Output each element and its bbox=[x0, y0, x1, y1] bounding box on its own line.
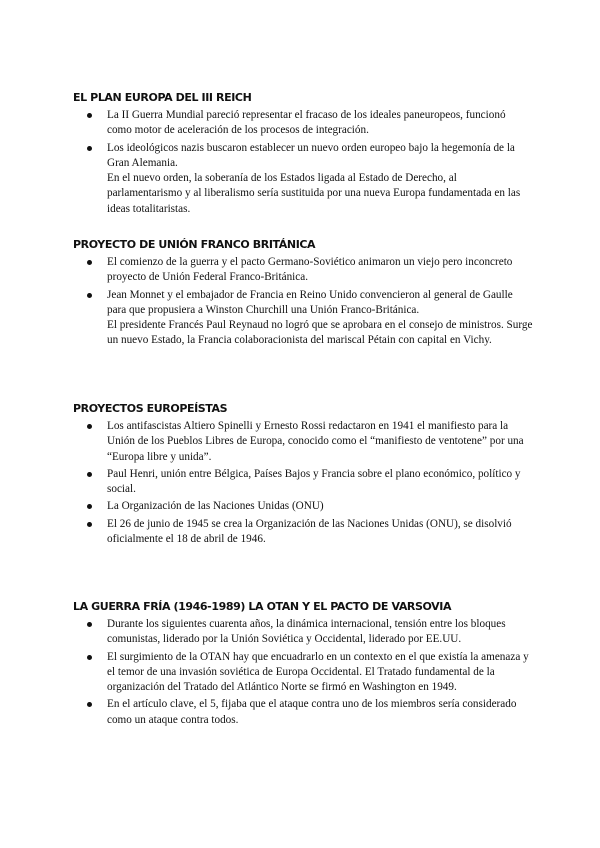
section-heading: LA GUERRA FRÍA (1946-1989) LA OTAN Y EL PACTO DE VARSOVIA bbox=[73, 600, 452, 613]
bullet-icon bbox=[87, 113, 92, 118]
section-plan-europa bbox=[73, 91, 533, 219]
list-item bbox=[73, 617, 533, 648]
section-heading: EL PLAN EUROPA DEL III REICH bbox=[73, 91, 252, 104]
bullet-icon bbox=[87, 293, 92, 298]
section-union-franco-britanica bbox=[73, 238, 533, 351]
section-proyectos-europeistas bbox=[73, 402, 533, 549]
paragraph: Durante los siguientes cuarenta años, la dinámica internacional, tensión entre los bloques comunistas, liderado por la Unión Soviética y Occidental, liderado por EE.UU. bbox=[107, 618, 506, 646]
paragraph: El 26 de junio de 1945 se crea la Organización de las Naciones Unidas (ONU), se disolvió oficialmente el 18 de abril de 1946. bbox=[107, 517, 512, 546]
paragraph: Los antifascistas Altiero Spinelli y Ernesto Rossi redactaron en 1941 el manifiesto para la Unión de los Pueblos Libres de Europa, conocido como el “manifiesto de ventotene” por una “Europa libre y unida”. bbox=[107, 420, 524, 463]
paragraph: Paul Henri, unión entre Bélgica, Países Bajos y Francia sobre el plano económico, político y social. bbox=[107, 467, 521, 496]
bullet-icon bbox=[87, 260, 92, 265]
list-item bbox=[73, 499, 533, 514]
paragraph: En el nuevo orden, la soberanía de los Estados ligada al Estado de Derecho, al parlamentarismo y al liberalismo sería sustituida por una nueva Europa fundamentada en las ideas totalitaristas. bbox=[107, 172, 521, 215]
paragraph: La II Guerra Mundial pareció representar el fracaso de los ideales paneuropeos, funcionó como motor de aceleración de los procesos de integración. bbox=[107, 109, 506, 137]
paragraph: Jean Monnet y el embajador de Francia en Reino Unido convencieron al general de Gaulle para que propusiera a Winston Churchill una Unión Franco-Británica. bbox=[107, 288, 513, 316]
list-item bbox=[73, 288, 533, 349]
bullet-icon bbox=[87, 472, 92, 477]
list-item bbox=[73, 467, 533, 498]
list-item bbox=[73, 419, 533, 465]
list-item bbox=[73, 255, 533, 286]
bullet-list bbox=[73, 255, 533, 349]
bullet-icon bbox=[87, 622, 92, 627]
section-heading: PROYECTO DE UNIÓN FRANCO BRITÁNICA bbox=[73, 238, 316, 251]
list-item bbox=[73, 108, 533, 139]
paragraph: Los ideológicos nazis buscaron establecer un nuevo orden europeo bajo la hegemonía de la Gran Alemania. bbox=[107, 141, 515, 169]
paragraph: El surgimiento de la OTAN hay que encuadrarlo en un contexto en el que existía la amenaza y el temor de una invasión soviética de Europa Occidental. El Tratado fundamental de la organización del Tratado del Atlántico Norte se firmó en Washington en 1949. bbox=[107, 650, 529, 694]
bullet-icon bbox=[87, 424, 92, 429]
list-item bbox=[73, 141, 533, 217]
paragraph: La Organización de las Naciones Unidas (ONU) bbox=[107, 500, 324, 513]
bullet-icon bbox=[87, 146, 92, 151]
list-item bbox=[73, 517, 533, 548]
paragraph: El comienzo de la guerra y el pacto Germano-Soviético animaron un viejo pero inconcreto proyecto de Unión Federal Franco-Británica. bbox=[107, 256, 513, 284]
list-item bbox=[73, 650, 533, 696]
section-heading: PROYECTOS EUROPEÍSTAS bbox=[73, 402, 228, 415]
paragraph: El presidente Francés Paul Reynaud no logró que se aprobara en el consejo de ministros. Surge un nuevo Estado, la Francia colaboracionista del mariscal Pétain con capital en Vichy. bbox=[107, 319, 533, 347]
bullet-list bbox=[73, 617, 533, 728]
bullet-icon bbox=[87, 702, 92, 707]
bullet-list bbox=[73, 419, 533, 547]
section-guerra-fria bbox=[73, 600, 533, 730]
list-item bbox=[73, 697, 533, 728]
bullet-icon bbox=[87, 522, 92, 527]
bullet-icon bbox=[87, 655, 92, 660]
paragraph: En el artículo clave, el 5, fijaba que el ataque contra uno de los miembros sería considerado como un ataque contra todos. bbox=[107, 698, 517, 726]
bullet-list bbox=[73, 108, 533, 217]
bullet-icon bbox=[87, 504, 92, 509]
